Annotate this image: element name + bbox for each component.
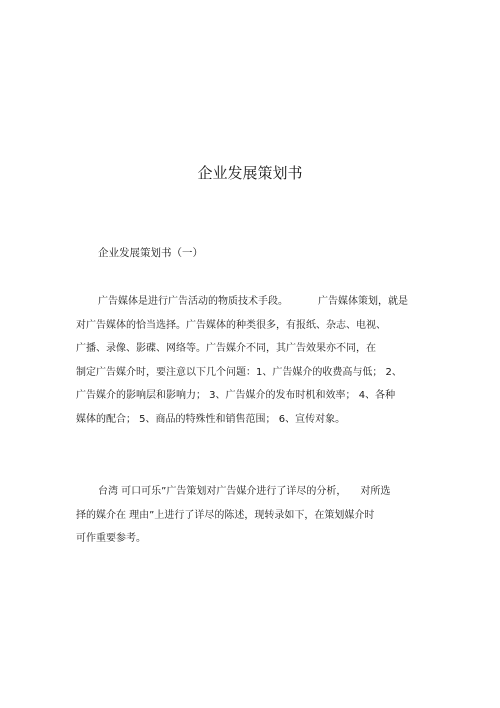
paragraph-line: 择的媒介在 理由”上进行了详尽的陈述，现转录如下，在策划媒介时 [76,509,375,521]
line-segment: 广告媒体策划，就是 [318,296,408,307]
line-segment: 对所选 [360,486,391,497]
paragraph-line: 媒体的配合； 5、商品的特殊性和销售范围； 6、宣传对象。 [76,413,346,425]
paragraph-line: 制定广告媒介时，要注意以下几个问题：1、广告媒介的收费高与低； 2、 [76,366,402,378]
line-segment: 台湾 可口可乐”广告策划对广告媒介进行了详尽的分析， [98,486,347,497]
paragraph-line: 对广告媒体的恰当选择。广告媒体的种类很多，有报纸、杂志、电视、 [76,319,386,331]
paragraph-line [76,485,416,509]
paragraph-line: 可作重要参考。 [76,533,146,544]
document-title: 企业发展策划书 [197,164,303,182]
paragraph-line: 广告媒介的影响层和影响力； 3、广告媒介的发布时机和效率； 4、各种 [76,390,396,401]
paragraph-2 [76,485,416,556]
paragraph-line [76,295,416,319]
paragraph-line: 广播、录像、影碟、网络等。广告媒介不同，其广告效果亦不同，在 [76,343,376,354]
document-subtitle: 企业发展策划书（一） [98,247,203,259]
line-segment: 广告媒体是进行广告活动的物质技术手段。 [98,296,288,307]
paragraph-1 [76,295,416,436]
